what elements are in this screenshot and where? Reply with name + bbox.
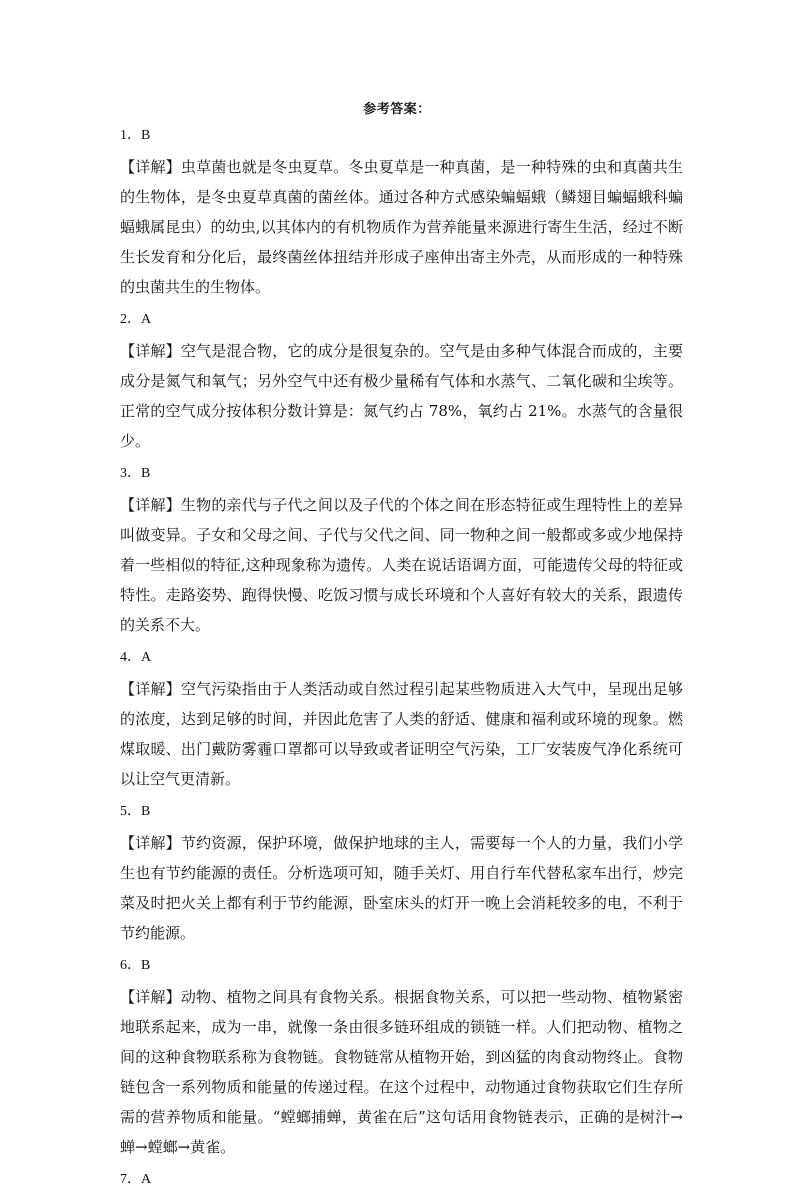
answer-explanation-2 xyxy=(120,336,683,456)
explanation-text: 生物的亲代与子代之间以及子代的个体之间在形态特征或生理特性上的差异叫做变异。子女和父母之间、子代与父代之间、同一物种之间一般都或多或少地保持着一些相似的特征,这种现象称为遗传。人类在说话语调方面，可能遗传父母的特征或特性。走路姿势、跑得快慢、吃饭习惯与成长环境和个人喜好有较大的关系，跟遗传的关系不大。 xyxy=(120,496,683,634)
explanation-text: 动物、植物之间具有食物关系。根据食物关系，可以把一些动物、植物紧密地联系起来，成为一串，就像一条由很多链环组成的锁链一样。人们把动物、植物之间的这种食物联系称为食物链。食物链常从植物开始，到凶猛的肉食动物终止。食物链包含一系列物质和能量的传递过程。在这个过程中，动物通过食物获取它们生存所需的营养物质和能量。“螳螂捕蝉，黄雀在后”这句话用食物链表示，正确的是树汁→蝉→螳螂→黄雀。 xyxy=(120,988,683,1156)
answer-explanation-4 xyxy=(120,674,683,794)
answer-explanation-1 xyxy=(120,152,683,302)
explanation-tag: 【详解】 xyxy=(120,342,181,360)
explanation-tag: 【详解】 xyxy=(120,988,181,1006)
question-number-6: 6．B xyxy=(120,958,151,973)
explanation-text: 空气污染指由于人类活动或自然过程引起某些物质进入大气中，呈现出足够的浓度，达到足够的时间，并因此危害了人类的舒适、健康和福利或环境的现象。燃煤取暖、出门戴防雾霾口罩都可以导致或者证明空气污染，工厂安装废气净化系统可以让空气更清新。 xyxy=(120,680,683,788)
explanation-text: 虫草菌也就是冬虫夏草。冬虫夏草是一种真菌，是一种特殊的虫和真菌共生的生物体，是冬虫夏草真菌的菌丝体。通过各种方式感染蝙蝠蛾（鳞翅目蝙蝠蛾科蝙蝠蛾属昆虫）的幼虫,以其体内的有机物质作为营养能量来源进行寄生生活，经过不断生长发育和分化后，最终菌丝体扭结并形成子座伸出寄主外壳，从而形成的一种特殊的虫菌共生的生物体。 xyxy=(120,158,683,296)
answer-explanation-3 xyxy=(120,490,683,640)
answer-explanation-5 xyxy=(120,828,683,948)
question-number-1: 1．B xyxy=(120,128,151,143)
explanation-tag: 【详解】 xyxy=(120,834,181,852)
page-title: 参考答案： xyxy=(363,102,431,117)
explanation-text: 节约资源，保护环境，做保护地球的主人，需要每一个人的力量，我们小学生也有节约能源的责任。分析选项可知，随手关灯、用自行车代替私家车出行，炒完菜及时把火关上都有利于节约能源，卧室床头的灯开一晚上会消耗较多的电，不利于节约能源。 xyxy=(120,834,683,942)
question-number-4: 4．A xyxy=(120,650,152,665)
question-number-5: 5．B xyxy=(120,804,151,819)
question-number-3: 3．B xyxy=(120,466,151,481)
explanation-tag: 【详解】 xyxy=(120,496,181,514)
explanation-tag: 【详解】 xyxy=(120,680,181,698)
explanation-tag: 【详解】 xyxy=(120,158,181,176)
question-number-7: 7．A xyxy=(120,1172,152,1187)
answer-explanation-6 xyxy=(120,982,683,1162)
question-number-2: 2．A xyxy=(120,312,152,327)
answer-list xyxy=(120,120,683,1196)
explanation-text: 空气是混合物，它的成分是很复杂的。空气是由多种气体混合而成的，主要成分是氮气和氧气；另外空气中还有极少量稀有气体和水蒸气、二氧化碳和尘埃等。正常的空气成分按体积分数计算是：氮气约占 78%，氧约占 21%。水蒸气的含量很少。 xyxy=(120,342,683,450)
